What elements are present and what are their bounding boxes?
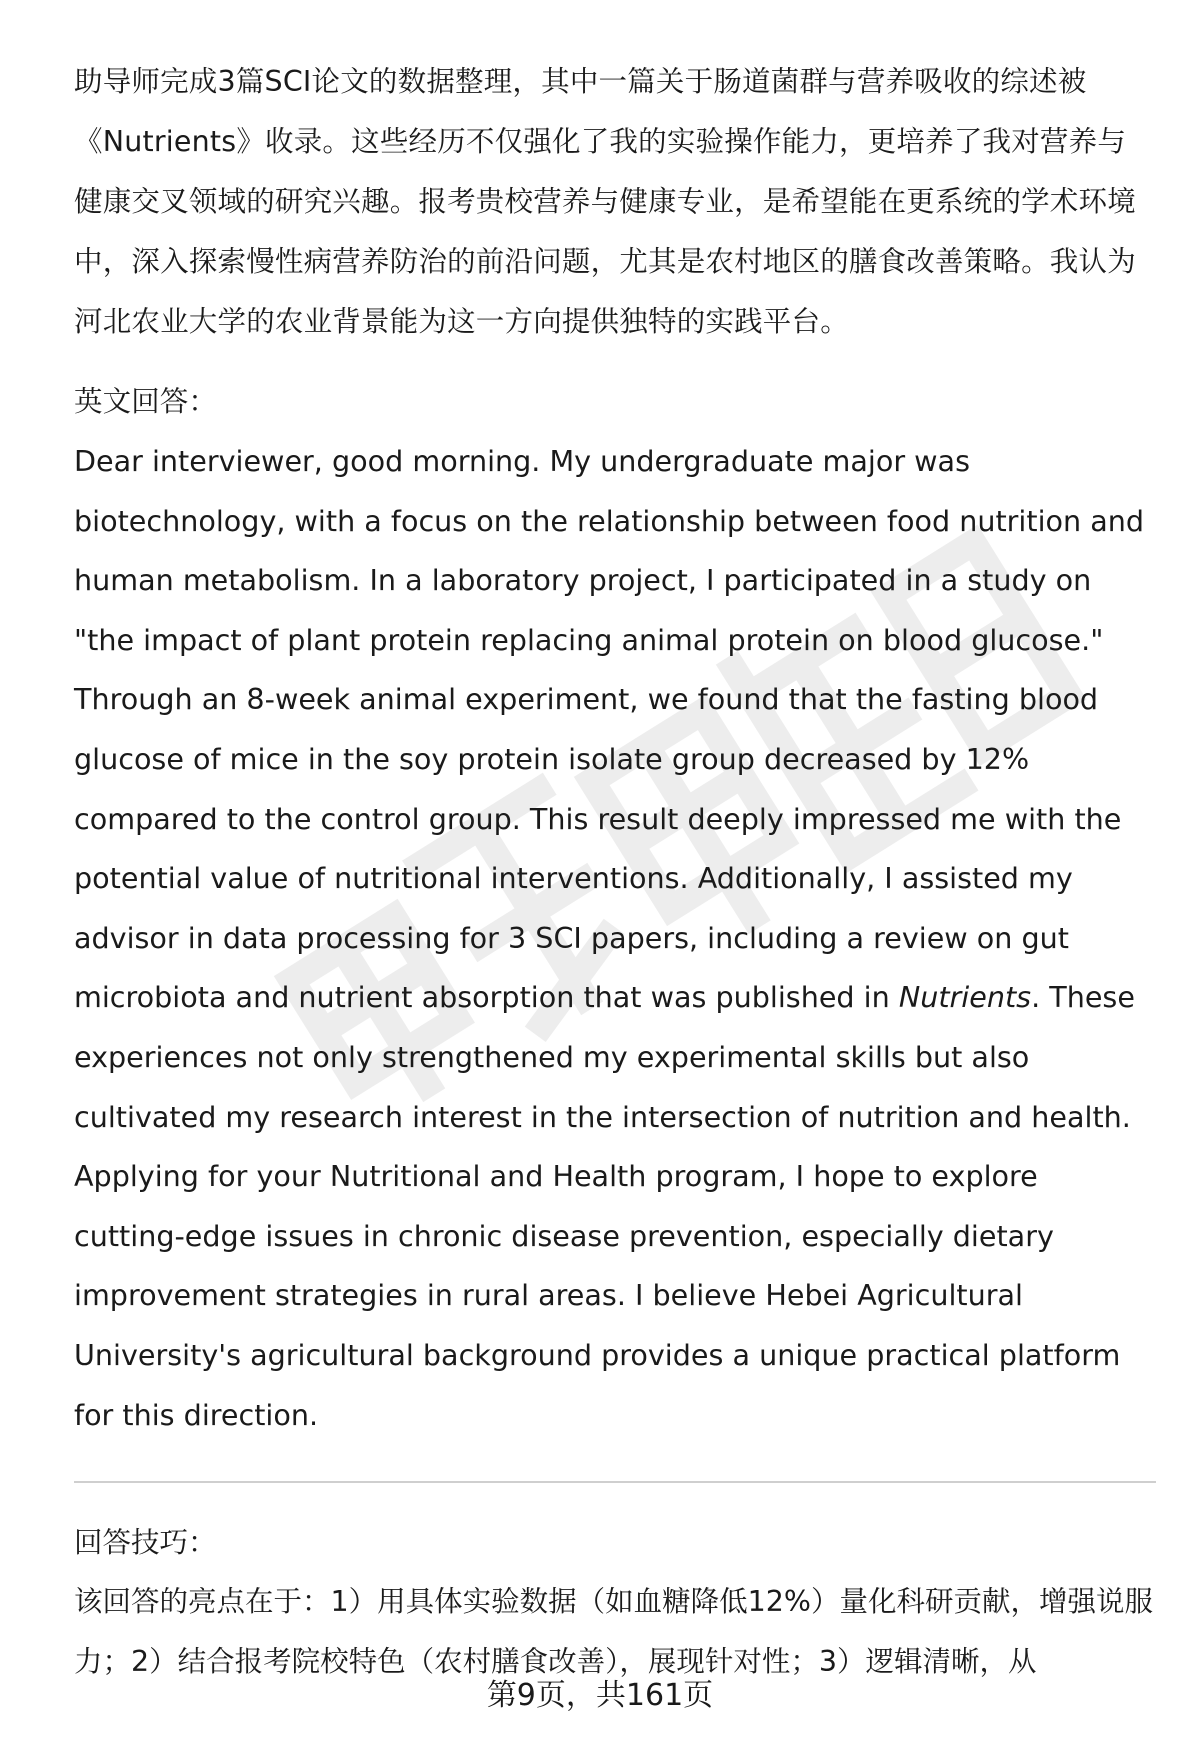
main-content xyxy=(74,52,1154,1445)
english-answer-text-part2: . These experiences not only strengthened my experimental skills but also cultivated my research interest in the intersection of nutrition and health. Applying for your Nutritional and Health program, I hope to explore cutting-edge issues in chronic disease prevention, especially dietary improvement strategies in rural areas. I believe Hebei Agricultural University's agricultural background provides a unique practical platform for this direction. xyxy=(74,980,1135,1432)
chinese-answer-paragraph: 助导师完成3篇SCI论文的数据整理，其中一篇关于肠道菌群与营养吸收的综述被《Nutrients》收录。这些经历不仅强化了我的实验操作能力，更培养了我对营养与健康交叉领域的研究兴趣。报考贵校营养与健康专业，是希望能在更系统的学术环境中，深入探索慢性病营养防治的前沿问题，尤其是农村地区的膳食改善策略。我认为河北农业大学的农业背景能为这一方向提供独特的实践平台。 xyxy=(74,65,1136,338)
english-answer-text-part1: Dear interviewer, good morning. My undergraduate major was biotechnology, with a focus on the relationship between food nutrition and human metabolism. In a laboratory project, I participated in a study on "the impact of plant protein replacing animal protein on blood glucose." Through an 8-week animal experiment, we found that the fasting blood glucose of mice in the soy protein isolate group decreased by 12% compared to the control group. This result deeply impressed me with the potential value of nutritional interventions. Additionally, I assisted my advisor in data processing for 3 SCI papers, including a review on gut microbiota and nutrient absorption that was published in xyxy=(74,444,1145,1015)
page-number-footer: 第9页，共161页 xyxy=(486,1678,714,1713)
answer-tips-label: 回答技巧： xyxy=(74,1526,217,1559)
answer-tips-section xyxy=(74,1514,1164,1692)
english-answer-paragraph xyxy=(74,432,1154,1445)
section-divider xyxy=(74,1481,1156,1483)
answer-tips-text: 该回答的亮点在于：1）用具体实验数据（如血糖降低12%）量化科研贡献，增强说服力；2）结合报考院校特色（农村膳食改善），展现针对性；3）逻辑清晰，从 xyxy=(74,1585,1153,1678)
journal-title: Nutrients xyxy=(898,980,1032,1015)
english-answer-label: 英文回答： xyxy=(74,385,218,418)
